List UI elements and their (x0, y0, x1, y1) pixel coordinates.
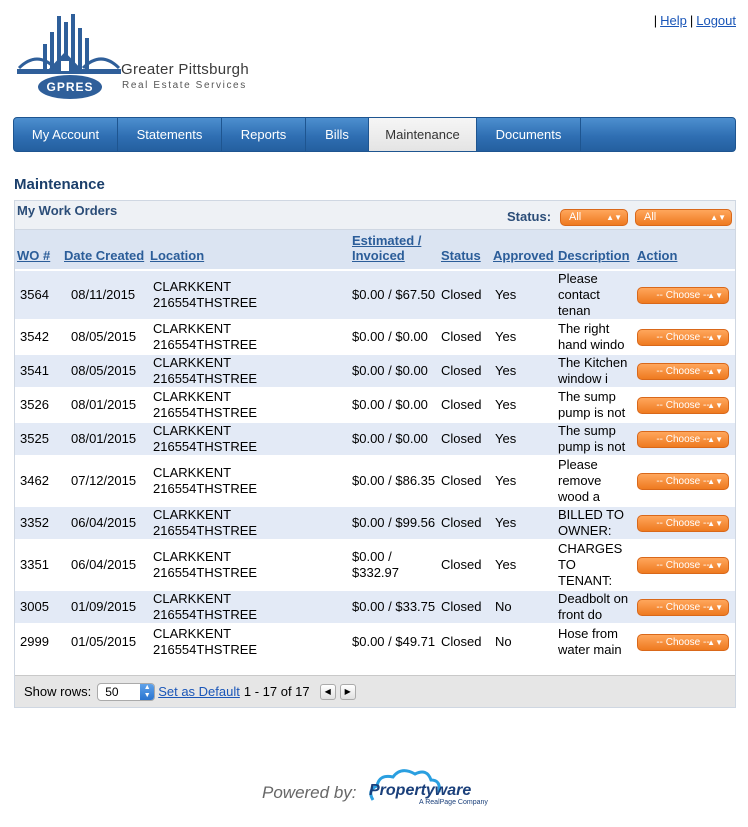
location (148, 320, 350, 354)
brand-name[interactable]: Propertyware (369, 782, 472, 799)
column-header-description[interactable]: Description (558, 248, 630, 263)
tab-reports[interactable]: Reports (222, 118, 306, 151)
action-choose-select[interactable] (637, 557, 729, 574)
wo-number: 3564 (20, 287, 49, 302)
location-name: CLARKKENT (153, 625, 232, 641)
wo-number: 3526 (20, 397, 49, 412)
amount: $0.00 / $0.00 (352, 397, 428, 412)
description: CHARGES TO TENANT: (558, 541, 623, 588)
choose-label: -- Choose -- (656, 560, 710, 571)
table-row[interactable] (15, 590, 735, 624)
action-cell (635, 456, 735, 506)
action-cell (635, 506, 735, 540)
location-address: 216554THSTREE (153, 523, 258, 538)
updown-arrow-icon: ▲▼ (710, 213, 726, 222)
location-name: CLARKKENT (153, 591, 232, 606)
wo-number: 3542 (20, 329, 49, 344)
choose-label: -- Choose -- (656, 332, 710, 343)
action-cell (635, 624, 735, 658)
location (148, 590, 350, 624)
description: Please remove wood a (558, 457, 602, 504)
choose-label: -- Choose -- (656, 290, 710, 301)
action-choose-select[interactable] (637, 397, 729, 414)
location (148, 422, 350, 456)
status: Closed (441, 397, 482, 412)
date-created: 07/12/2015 (71, 473, 137, 488)
action-cell (635, 270, 735, 320)
approved: No (495, 599, 512, 614)
approved: Yes (495, 431, 517, 446)
location (148, 506, 350, 540)
action-cell (635, 354, 735, 388)
location (148, 624, 350, 658)
status-filter-value: All (569, 211, 582, 223)
date-created: 08/05/2015 (71, 329, 137, 344)
status: Closed (441, 633, 482, 649)
page-title: Maintenance (14, 176, 105, 193)
status-filter-select-2[interactable] (635, 209, 732, 226)
logo-badge: GPRES (46, 80, 94, 94)
date-created: 08/05/2015 (71, 363, 137, 378)
description: The sump pump is not (558, 389, 626, 420)
approved: Yes (495, 287, 517, 302)
top-links (651, 13, 736, 28)
description: BILLED TO OWNER: (558, 507, 624, 538)
location-address: 216554THSTREE (153, 295, 258, 310)
location-address: 216554THSTREE (153, 371, 258, 386)
separator: | (689, 13, 694, 28)
amount: $0.00 / $33.75 (352, 599, 436, 614)
table-row[interactable] (15, 422, 735, 456)
status: Closed (441, 363, 482, 378)
location-address: 216554THSTREE (153, 405, 258, 420)
updown-arrow-icon: ▲▼ (707, 401, 723, 410)
approved: Yes (495, 473, 517, 488)
location-address: 216554THSTREE (153, 565, 258, 580)
next-page-button[interactable]: ▶ (340, 684, 356, 700)
updown-arrow-icon: ▲▼ (707, 519, 723, 528)
action-cell (635, 388, 735, 422)
choose-label: -- Choose -- (656, 636, 710, 648)
column-header-location[interactable]: Location (150, 248, 205, 263)
approved: Yes (495, 363, 517, 378)
set-default-link[interactable]: Set as Default (158, 684, 240, 699)
approved: Yes (495, 329, 517, 344)
table-row[interactable] (15, 320, 735, 354)
updown-arrow-icon: ▲▼ (707, 333, 723, 342)
action-choose-select[interactable] (637, 431, 729, 448)
table-row[interactable] (15, 624, 735, 658)
rows-per-page-value: 50 (105, 684, 119, 699)
action-choose-select[interactable] (637, 599, 729, 616)
updown-arrow-icon: ▲▼ (707, 477, 723, 486)
choose-label: -- Choose -- (656, 518, 710, 529)
location (148, 456, 350, 506)
action-choose-select[interactable] (637, 515, 729, 532)
prev-page-button[interactable]: ◀ (320, 684, 336, 700)
tab-statements[interactable]: Statements (118, 118, 222, 151)
location-address: 216554THSTREE (153, 607, 258, 622)
amount: $0.00 / $0.00 (352, 431, 428, 446)
updown-arrow-icon: ▲▼ (707, 435, 723, 444)
table-row[interactable] (15, 506, 735, 540)
brand-subtitle: A RealPage Company (419, 799, 488, 806)
description: Please contact tenan (558, 271, 600, 318)
location-name: CLARKKENT (153, 321, 232, 336)
action-cell (635, 540, 735, 590)
powered-by-label: Powered by: (262, 783, 357, 802)
tab-documents[interactable]: Documents (477, 118, 581, 151)
choose-label: -- Choose -- (656, 602, 710, 613)
location-name: CLARKKENT (153, 549, 232, 564)
status: Closed (441, 329, 482, 344)
description: The sump pump is not (558, 423, 626, 454)
location (148, 388, 350, 422)
logout-link[interactable]: Logout (696, 13, 736, 28)
action-choose-select[interactable] (637, 363, 729, 380)
approved: Yes (495, 515, 517, 530)
company-logo[interactable] (17, 14, 267, 100)
description: Hose from water main (558, 625, 622, 657)
table-row[interactable] (15, 270, 735, 320)
location (148, 270, 350, 320)
date-created: 08/01/2015 (71, 431, 137, 446)
choose-label: -- Choose -- (656, 434, 710, 445)
updown-arrow-icon: ▲▼ (606, 213, 622, 222)
wo-number: 3541 (20, 363, 49, 378)
work-orders-table (15, 230, 735, 658)
work-orders-panel (14, 200, 736, 708)
table-row[interactable] (15, 388, 735, 422)
description: The right hand windo (558, 321, 625, 352)
amount: $0.00 / $0.00 (352, 363, 428, 378)
amount: $0.00 / $0.00 (352, 329, 428, 344)
action-cell (635, 422, 735, 456)
location-name: CLARKKENT (153, 423, 232, 438)
column-header-status[interactable]: Status (441, 248, 481, 263)
pagination-bar (15, 675, 735, 707)
location (148, 354, 350, 388)
updown-arrow-icon: ▲ ▼ (140, 684, 154, 700)
wo-number: 3352 (20, 515, 49, 530)
location-name: CLARKKENT (153, 389, 232, 404)
approved: No (495, 633, 512, 649)
location-name: CLARKKENT (153, 279, 232, 294)
table-row[interactable] (15, 456, 735, 506)
rows-per-page-select[interactable] (97, 683, 155, 701)
location-name: CLARKKENT (153, 507, 232, 522)
column-header-approved[interactable]: Approved (493, 248, 554, 263)
choose-label: -- Choose -- (656, 366, 710, 377)
date-created: 08/01/2015 (71, 397, 137, 412)
table-row[interactable] (15, 540, 735, 590)
updown-arrow-icon: ▲▼ (707, 291, 723, 300)
tab-maintenance[interactable]: Maintenance (369, 118, 477, 151)
date-created: 01/05/2015 (71, 633, 137, 649)
column-header-action[interactable]: Action (637, 248, 678, 263)
section-title: My Work Orders (17, 203, 118, 218)
record-count: 1 - 17 of 17 (243, 684, 310, 699)
location-address: 216554THSTREE (153, 439, 258, 454)
location-name: CLARKKENT (153, 465, 232, 480)
date-created: 08/11/2015 (71, 287, 136, 302)
tab-bills[interactable]: Bills (306, 118, 369, 151)
wo-number: 3005 (20, 599, 49, 614)
table-row[interactable] (15, 354, 735, 388)
approved: Yes (495, 397, 517, 412)
updown-arrow-icon: ▲▼ (707, 603, 723, 612)
action-choose-select[interactable] (637, 473, 729, 490)
location (148, 540, 350, 590)
date-created: 01/09/2015 (71, 599, 137, 614)
column-header-wo[interactable]: WO # (17, 248, 51, 263)
wo-number: 3525 (20, 431, 49, 446)
status: Closed (441, 431, 482, 446)
status: Closed (441, 557, 482, 572)
choose-label: -- Choose -- (656, 400, 710, 411)
status: Closed (441, 473, 482, 488)
amount: $0.00 / $67.50 (352, 287, 436, 302)
wo-number: 2999 (20, 633, 49, 649)
updown-arrow-icon: ▲▼ (707, 561, 723, 570)
wo-number: 3462 (20, 473, 49, 488)
action-choose-select[interactable] (637, 329, 729, 346)
status: Closed (441, 515, 482, 530)
updown-arrow-icon: ▲▼ (707, 637, 723, 647)
show-rows-label: Show rows: (24, 684, 92, 699)
status-filter-label: Status: (507, 209, 552, 224)
date-created: 06/04/2015 (71, 515, 137, 530)
status-filter-select-1[interactable] (560, 209, 628, 226)
amount: $0.00 / $332.97 (352, 549, 399, 580)
updown-arrow-icon: ▲▼ (707, 367, 723, 376)
table-header-row (15, 230, 735, 270)
location-name: CLARKKENT (153, 355, 232, 370)
approved: Yes (495, 557, 517, 572)
amount: $0.00 / $86.35 (352, 473, 436, 488)
separator: | (653, 13, 658, 28)
action-cell (635, 590, 735, 624)
location-address: 216554THSTREE (153, 641, 258, 657)
location-address: 216554THSTREE (153, 481, 258, 496)
description: The Kitchen window i (558, 355, 628, 386)
status-filter-value: All (644, 211, 657, 223)
date-created: 06/04/2015 (71, 557, 137, 572)
action-choose-select[interactable] (637, 287, 729, 304)
column-header-amount[interactable]: Estimated / Invoiced (352, 233, 422, 263)
help-link[interactable]: Help (660, 13, 687, 28)
status: Closed (441, 599, 482, 614)
status: Closed (441, 287, 482, 302)
amount: $0.00 / $49.71 (352, 633, 436, 649)
wo-number: 3351 (20, 557, 49, 572)
main-nav (13, 117, 736, 152)
description: Deadbolt on front do (558, 591, 629, 622)
column-header-date[interactable]: Date Created (64, 248, 145, 263)
amount: $0.00 / $99.56 (352, 515, 436, 530)
tab-my-account[interactable]: My Account (14, 118, 118, 151)
panel-header (15, 201, 735, 230)
logo-name: Greater Pittsburgh (121, 61, 249, 78)
location-address: 216554THSTREE (153, 337, 258, 352)
action-choose-select[interactable] (637, 634, 729, 651)
logo-tagline: Real Estate Services (122, 80, 247, 91)
choose-label: -- Choose -- (656, 476, 710, 487)
action-cell (635, 320, 735, 354)
